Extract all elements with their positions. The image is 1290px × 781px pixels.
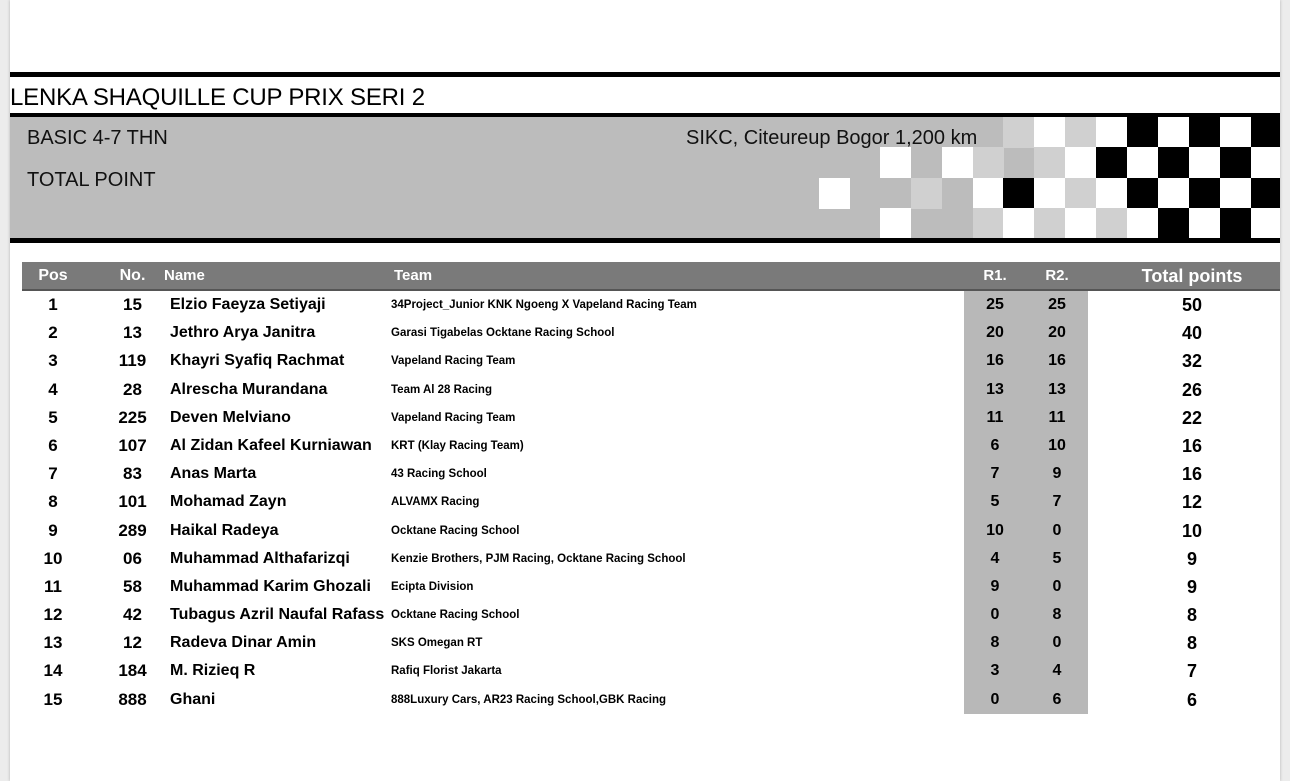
position-cell: 9 [48, 520, 58, 540]
total-points-cell: 16 [1181, 435, 1203, 456]
round1-points-cell: 16 [964, 347, 1026, 375]
total-points-cell: 6 [1186, 689, 1197, 710]
round2-points-cell: 16 [1026, 347, 1088, 375]
round1-points-cell: 0 [964, 601, 1026, 629]
checkered-square [1003, 178, 1034, 209]
checkered-square [911, 178, 942, 209]
race-number-cell: 12 [123, 633, 142, 653]
checkered-square [1003, 208, 1034, 238]
driver-name-cell: Muhammad Althafarizqi [170, 549, 350, 567]
table-row [22, 573, 1280, 601]
checkered-square [1189, 117, 1220, 148]
round1-points-cell: 4 [964, 545, 1026, 573]
checkered-square [1158, 178, 1189, 209]
team-cell: 888Luxury Cars, AR23 Racing School,GBK Racing [391, 693, 667, 706]
driver-name-cell: Haikal Radeya [170, 521, 279, 539]
round1-points-cell: 8 [964, 629, 1026, 657]
position-cell: 5 [48, 407, 58, 427]
standings-table [22, 262, 1280, 714]
results-sheet [10, 0, 1280, 781]
checkered-square [1158, 117, 1189, 148]
round1-points-cell: 13 [964, 376, 1026, 404]
header-no: No. [119, 267, 146, 284]
checkered-square [1096, 178, 1127, 209]
event-title: LENKA SHAQUILLE CUP PRIX SERI 2 [10, 84, 425, 111]
position-cell: 10 [43, 548, 63, 568]
event-banner [10, 117, 1280, 238]
team-cell: ALVAMX Racing [391, 496, 480, 509]
driver-name-cell: Alrescha Murandana [170, 380, 328, 398]
total-points-cell: 40 [1181, 323, 1203, 344]
checkered-square [1158, 147, 1189, 178]
position-cell: 1 [48, 295, 58, 314]
subtitle-label: TOTAL POINT [27, 169, 156, 191]
round1-points-cell: 3 [964, 657, 1026, 685]
checkered-square [1065, 147, 1096, 178]
total-points-cell: 7 [1186, 661, 1197, 682]
race-number-cell: 13 [123, 323, 142, 343]
header-name: Name [164, 267, 205, 284]
checkered-square [1220, 208, 1251, 238]
checkered-square [880, 147, 911, 178]
round2-points-cell: 25 [1026, 291, 1088, 319]
header-r1: R1. [983, 267, 1007, 284]
driver-name-cell: Radeva Dinar Amin [170, 634, 317, 652]
checkered-square [1189, 147, 1220, 178]
header-pos: Pos [38, 267, 68, 284]
checkered-square [1127, 147, 1158, 178]
team-cell: Vapeland Racing Team [391, 411, 516, 424]
checkered-square [973, 208, 1004, 238]
race-number-cell: 184 [118, 661, 147, 681]
race-number-cell: 06 [123, 548, 142, 568]
venue-label: SIKC, Citeureup Bogor 1,200 km [686, 127, 978, 149]
round2-points-cell: 10 [1026, 432, 1088, 460]
table-row [22, 601, 1280, 629]
round2-points-cell: 11 [1026, 404, 1088, 432]
round1-points-cell: 6 [964, 432, 1026, 460]
race-number-cell: 107 [118, 435, 147, 455]
round1-points-cell: 0 [964, 686, 1026, 714]
total-points-cell: 8 [1186, 633, 1197, 654]
team-cell: Garasi Tigabelas Ocktane Racing School [391, 327, 615, 340]
checkered-square [1127, 178, 1158, 209]
position-cell: 8 [48, 492, 58, 512]
driver-name-cell: Al Zidan Kafeel Kurniawan [170, 436, 372, 454]
top-rule [10, 72, 1280, 77]
table-row [22, 319, 1280, 347]
team-cell: 43 Racing School [391, 468, 487, 481]
round2-points-cell: 0 [1026, 517, 1088, 545]
total-points-cell: 32 [1181, 351, 1203, 372]
checkered-square [1065, 208, 1096, 238]
round1-points-cell: 9 [964, 573, 1026, 601]
round2-points-cell: 6 [1026, 686, 1088, 714]
race-number-cell: 28 [123, 379, 142, 399]
round1-points-cell: 20 [964, 319, 1026, 347]
table-row [22, 291, 1280, 319]
round2-points-cell: 8 [1026, 601, 1088, 629]
round1-points-cell: 25 [964, 291, 1026, 319]
team-cell: KRT (Klay Racing Team) [391, 439, 524, 452]
table-body [22, 291, 1280, 714]
checkered-square [1096, 117, 1127, 148]
round2-points-cell: 0 [1026, 573, 1088, 601]
checkered-square [1065, 178, 1096, 209]
race-number-cell: 15 [123, 295, 142, 314]
table-row [22, 517, 1280, 545]
race-number-cell: 119 [118, 351, 147, 371]
round2-points-cell: 5 [1026, 545, 1088, 573]
total-points-cell: 12 [1181, 492, 1203, 513]
total-points-cell: 8 [1186, 605, 1197, 626]
checkered-square [1251, 117, 1280, 148]
round2-points-cell: 13 [1026, 376, 1088, 404]
bottom-rule [10, 238, 1280, 243]
driver-name-cell: Elzio Faeyza Setiyaji [170, 296, 326, 313]
header-total: Total points [1141, 266, 1243, 286]
round2-points-cell: 20 [1026, 319, 1088, 347]
round2-points-cell: 9 [1026, 460, 1088, 488]
team-cell: Ocktane Racing School [391, 524, 520, 537]
table-row [22, 347, 1280, 375]
team-cell: Ecipta Division [391, 580, 474, 593]
table-row [22, 629, 1280, 657]
checkered-square [1003, 117, 1034, 148]
checkered-square [880, 208, 911, 238]
checkered-square [1127, 117, 1158, 148]
checkered-square [1220, 147, 1251, 178]
position-cell: 15 [43, 689, 63, 709]
table-row [22, 686, 1280, 714]
driver-name-cell: Ghani [170, 690, 216, 708]
category-label: BASIC 4-7 THN [27, 127, 168, 149]
checkered-square [942, 147, 973, 178]
table-header [22, 262, 1280, 291]
position-cell: 4 [48, 379, 58, 399]
race-number-cell: 225 [118, 407, 147, 427]
table-row [22, 545, 1280, 573]
total-points-cell: 9 [1186, 576, 1197, 597]
round1-points-cell: 11 [964, 404, 1026, 432]
checkered-square [1251, 178, 1280, 209]
checkered-square [1189, 208, 1220, 238]
driver-name-cell: Khayri Syafiq Rachmat [170, 352, 345, 370]
round1-points-cell: 5 [964, 488, 1026, 516]
round2-points-cell: 0 [1026, 629, 1088, 657]
race-number-cell: 42 [123, 605, 142, 625]
header-team: Team [394, 267, 433, 284]
table-row [22, 432, 1280, 460]
team-cell: Team Al 28 Racing [391, 383, 492, 396]
checkered-square [1220, 117, 1251, 148]
driver-name-cell: Muhammad Karim Ghozali [170, 577, 371, 595]
driver-name-cell: M. Rizieq R [170, 662, 256, 680]
checkered-square [1096, 147, 1127, 178]
position-cell: 6 [48, 435, 58, 455]
checkered-square [1034, 208, 1065, 238]
checkered-square [1034, 178, 1065, 209]
race-number-cell: 888 [118, 689, 147, 709]
checkered-square [1127, 208, 1158, 238]
total-points-cell: 22 [1181, 407, 1203, 428]
position-cell: 12 [43, 605, 63, 625]
checkered-square [1158, 208, 1189, 238]
total-points-cell: 9 [1186, 548, 1197, 569]
checkered-square [1251, 147, 1280, 178]
checkered-square [1065, 117, 1096, 148]
checkered-square [1096, 208, 1127, 238]
team-cell: Rafiq Florist Jakarta [391, 665, 502, 678]
race-number-cell: 58 [123, 576, 142, 596]
round2-points-cell: 7 [1026, 488, 1088, 516]
checkered-square [1189, 178, 1220, 209]
position-cell: 11 [44, 576, 62, 596]
round1-points-cell: 7 [964, 460, 1026, 488]
round2-points-cell: 4 [1026, 657, 1088, 685]
total-points-cell: 50 [1181, 295, 1203, 315]
driver-name-cell: Mohamad Zayn [170, 493, 287, 511]
table-row [22, 460, 1280, 488]
total-points-cell: 26 [1181, 379, 1203, 400]
position-cell: 14 [43, 661, 63, 681]
position-cell: 13 [43, 633, 63, 653]
team-cell: SKS Omegan RT [391, 637, 483, 650]
table-row [22, 488, 1280, 516]
driver-name-cell: Anas Marta [170, 465, 257, 483]
checkered-square [819, 178, 850, 209]
checkered-square [1034, 147, 1065, 178]
checkered-square [1034, 117, 1065, 148]
position-cell: 3 [48, 351, 58, 371]
total-points-cell: 10 [1181, 520, 1203, 541]
team-cell: Kenzie Brothers, PJM Racing, Ocktane Racing School [391, 552, 686, 565]
race-number-cell: 101 [118, 492, 147, 512]
checkered-square [1251, 208, 1280, 238]
driver-name-cell: Deven Melviano [170, 408, 291, 426]
table-row [22, 376, 1280, 404]
checkered-square [973, 178, 1004, 209]
race-number-cell: 83 [123, 464, 142, 484]
team-cell: 34Project_Junior KNK Ngoeng X Vapeland Racing Team [391, 299, 697, 311]
position-cell: 2 [48, 323, 58, 343]
table-row [22, 657, 1280, 685]
team-cell: Vapeland Racing Team [391, 355, 516, 368]
position-cell: 7 [48, 464, 58, 484]
driver-name-cell: Jethro Arya Janitra [170, 324, 316, 342]
round1-points-cell: 10 [964, 517, 1026, 545]
team-cell: Ocktane Racing School [391, 609, 520, 622]
header-r2: R2. [1045, 267, 1069, 284]
race-number-cell: 289 [118, 520, 147, 540]
driver-name-cell: Tubagus Azril Naufal Rafass [170, 606, 385, 624]
checkered-square [1220, 178, 1251, 209]
checkered-flag-icon [10, 117, 1280, 238]
checkered-square [973, 147, 1004, 178]
total-points-cell: 16 [1181, 464, 1203, 485]
table-row [22, 404, 1280, 432]
